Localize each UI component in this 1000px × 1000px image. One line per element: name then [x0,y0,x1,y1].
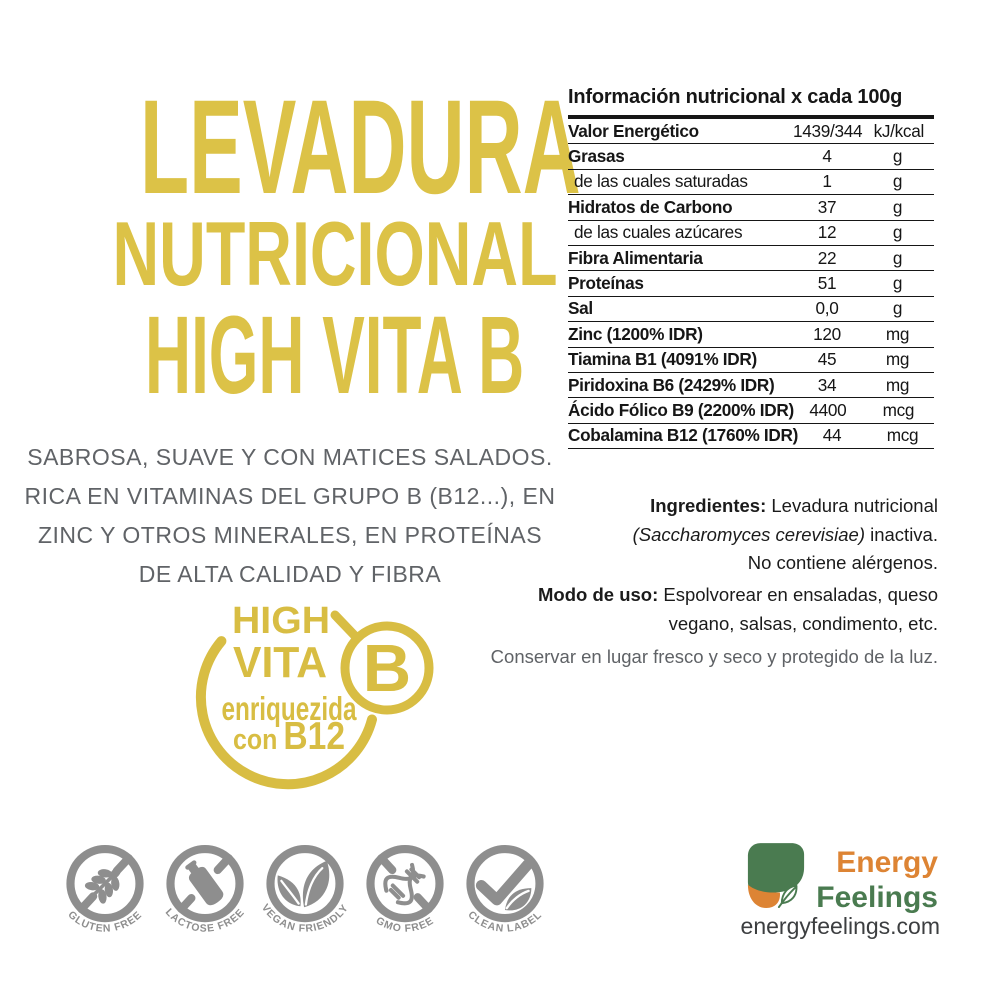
lactose-free-badge [155,840,255,949]
row-label: de las cuales saturadas [574,171,748,192]
row-label: Hidratos de Carbono [568,196,733,217]
cert-label: CLEAN LABEL [465,909,545,935]
row-unit: kJ/kcal [873,120,925,141]
table-row [568,195,934,220]
row-label: Proteínas [568,273,644,294]
row-unit: mg [885,323,910,344]
clean-label-icon [455,840,555,949]
ingredients-line-1: Ingredientes: Levadura nutricional [650,495,938,516]
leaves-glyph [278,861,330,907]
ingredients-block [478,492,938,578]
row-value: 44 [822,425,842,446]
table-row [568,373,934,398]
table-row [568,119,934,144]
row-unit: mcg [882,399,915,420]
title-line-1: LEVADURA [140,73,581,222]
vegan-friendly-badge [255,840,355,949]
table-row [568,221,934,246]
usage-line-1: Modo de uso: Espolvorear en ensaladas, queso [538,584,938,605]
usage-label: Modo de uso: [538,584,659,605]
vegan-friendly-icon [255,840,355,949]
table-row [568,170,934,195]
row-value: 22 [817,247,837,268]
brand-name [795,845,938,915]
row-unit: g [892,298,903,319]
row-label: Zinc (1200% IDR) [568,323,703,344]
gmo-free-badge [355,840,455,949]
brand-name-energy: Energy [836,846,938,879]
badge-con-b12-text: conB12 [233,715,355,758]
row-label: Cobalamina B12 (1760% IDR) [568,425,799,446]
row-unit: g [892,222,903,243]
title-line-2: NUTRICIONAL [112,204,558,305]
cert-label: LACTOSE FREE [162,907,248,935]
row-label: de las cuales azúcares [574,222,743,243]
row-unit: mcg [886,425,919,446]
row-unit: mg [885,349,910,370]
table-row [568,322,934,347]
nutrition-table-header: Información nutricional x cada 100g [568,86,934,119]
badge-word-vita: VITA [233,638,327,687]
badge-enriched-text: enriquezida [221,690,357,727]
row-value: 4400 [809,399,847,420]
table-row [568,144,934,169]
description-line: SABROSA, SUAVE Y CON MATICES SALADOS. [27,444,553,470]
clean-label-badge [455,840,555,949]
lactose-free-icon [155,840,255,949]
title-line-3: HIGH VITA B [145,294,525,417]
brand-website: energyfeelings.com [740,913,940,939]
row-label: Valor Energético [568,120,699,141]
row-value: 0,0 [815,298,839,319]
usage-block [478,581,938,638]
description-line: ZINC Y OTROS MINERALES, EN PROTEÍNAS [37,522,543,548]
cert-label: GLUTEN FREE [65,909,145,935]
ingredients-line-2: (Saccharomyces cerevisiae) inactiva. [632,523,938,545]
row-unit: g [892,247,903,268]
cert-label: GMO FREE [373,915,437,935]
ingredients-label: Ingredientes: [650,495,767,516]
check-leaf-glyph [481,865,531,911]
table-row [568,398,934,423]
certification-icons [55,840,555,949]
table-row [568,271,934,296]
row-value: 120 [813,323,841,344]
high-vita-b-badge [193,588,438,793]
row-value: 51 [817,273,837,294]
cert-label: VEGAN FRIENDLY [258,902,352,935]
usage-line-2: vegano, salsas, condimento, etc. [668,612,938,634]
badge-word-high: HIGH [232,600,330,642]
row-value: 4 [822,146,832,167]
table-row [568,348,934,373]
storage-note: Conservar en lugar fresco y seco y protegido de la luz. [490,646,938,667]
row-label: Piridoxina B6 (2429% IDR) [568,374,775,395]
nutrition-table [568,86,934,449]
table-row [568,246,934,271]
row-label: Tiamina B1 (4091% IDR) [568,349,757,370]
ingredients-line-3: No contiene alérgenos. [747,552,938,573]
gluten-free-icon [55,840,155,949]
row-value: 1 [822,171,832,192]
row-value: 12 [817,222,837,243]
row-value: 37 [817,196,837,217]
row-value: 45 [817,349,837,370]
badge-connector-line [335,615,356,637]
row-label: Fibra Alimentaria [568,247,703,268]
brand-name-feelings: Feelings [816,881,938,914]
badge-letter-b: B [362,631,412,706]
row-unit: g [892,196,903,217]
description-line: DE ALTA CALIDAD Y FIBRA [138,561,442,587]
row-label: Grasas [568,146,625,167]
row-unit: g [892,273,903,294]
table-row [568,297,934,322]
gluten-free-badge [55,840,155,949]
description-line: RICA EN VITAMINAS DEL GRUPO B (B12...), EN [24,483,556,509]
row-value: 1439/344 [793,120,863,141]
species-name: (Saccharomyces cerevisiae) [632,523,865,545]
row-value: 34 [817,374,837,395]
row-unit: g [892,171,903,192]
row-label: Ácido Fólico B9 (2200% IDR) [568,399,794,420]
gmo-free-icon [355,840,455,949]
table-row [568,424,934,449]
row-label: Sal [568,298,593,319]
row-unit: mg [885,374,910,395]
row-unit: g [892,146,903,167]
